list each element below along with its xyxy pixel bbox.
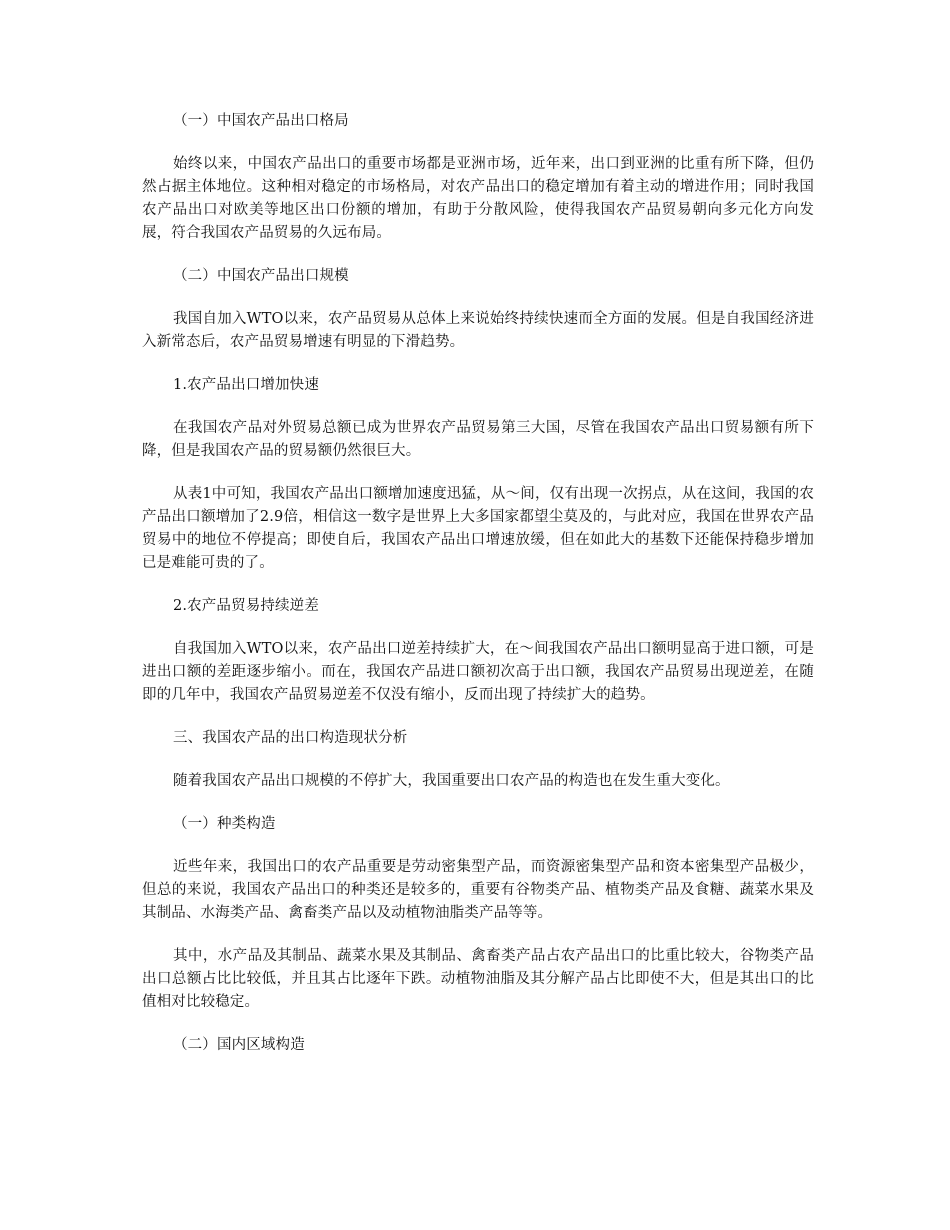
subheading-export-growth: 1.农产品出口增加快速 xyxy=(173,377,319,393)
section-heading-export-scale: （二）中国农产品出口规模 xyxy=(173,268,349,284)
document-body xyxy=(142,110,814,1077)
section-heading-domestic-regions: （二）国内区域构造 xyxy=(173,1037,305,1053)
section-heading-export-pattern: （一）中国农产品出口格局 xyxy=(173,113,349,129)
paragraph-table-1-analysis: 从表1中可知，我国农产品出口额增加速度迅猛，从～间，仅有出现一次拐点，从在这间，我国的农产品出口额增加了2.9倍，相信这一数字是世界上大多国家都望尘莫及的，与此对应，我国在世界农产品贸易中的地位不停提高；即使自后，我国农产品出口增速放缓，但在如此大的基数下还能保持稳步增加已是难能可贵的了。 xyxy=(142,486,814,571)
section-heading-export-structure: 三、我国农产品的出口构造现状分析 xyxy=(173,730,408,746)
paragraph-product-categories: 近些年来，我国出口的农产品重要是劳动密集型产品，而资源密集型产品和资本密集型产品极少，但总的来说，我国农产品出口的种类还是较多的，重要有谷物类产品、植物类产品及食糖、蔬菜水果及其制品、水海类产品、禽畜类产品以及动植物油脂类产品等等。 xyxy=(142,859,814,921)
paragraph-export-markets: 始终以来，中国农产品出口的重要市场都是亚洲市场，近年来，出口到亚洲的比重有所下降，但仍然占据主体地位。这种相对稳定的市场格局，对农产品出口的稳定增加有着主动的增进作用；同时我国农产品出口对欧美等地区出口份额的增加，有助于分散风险，使得我国农产品贸易朝向多元化方向发展，符合我国农产品贸易的久远布局。 xyxy=(142,156,814,241)
paragraph-structure-change: 随着我国农产品出口规模的不停扩大，我国重要出口农产品的构造也在发生重大变化。 xyxy=(173,773,730,789)
paragraph-wto-trade-growth: 我国自加入WTO以来，农产品贸易从总体上来说始终持续快速而全方面的发展。但是自我国经济进入新常态后，农产品贸易增速有明显的下滑趋势。 xyxy=(142,311,814,350)
paragraph-deficit-trend: 自我国加入WTO以来，农产品出口逆差持续扩大，在～间我国农产品出口额明显高于进口额，可是进出口额的差距逐步缩小。而在，我国农产品进口额初次高于出口额，我国农产品贸易出现逆差，在随即的几年中，我国农产品贸易逆差不仅没有缩小，反而出现了持续扩大的趋势。 xyxy=(142,641,814,703)
paragraph-trade-volume: 在我国农产品对外贸易总额已成为世界农产品贸易第三大国，尽管在我国农产品出口贸易额有所下降，但是我国农产品的贸易额仍然很巨大。 xyxy=(142,420,814,459)
paragraph-product-shares: 其中，水产品及其制品、蔬菜水果及其制品、禽畜类产品占农产品出口的比重比较大，谷物类产品出口总额占比比较低，并且其占比逐年下跌。动植物油脂及其分解产品占比即使不大，但是其出口的比值相对比较稳定。 xyxy=(142,948,814,1010)
section-heading-product-types: （一）种类构造 xyxy=(173,816,276,832)
subheading-trade-deficit: 2.农产品贸易持续逆差 xyxy=(173,598,319,614)
